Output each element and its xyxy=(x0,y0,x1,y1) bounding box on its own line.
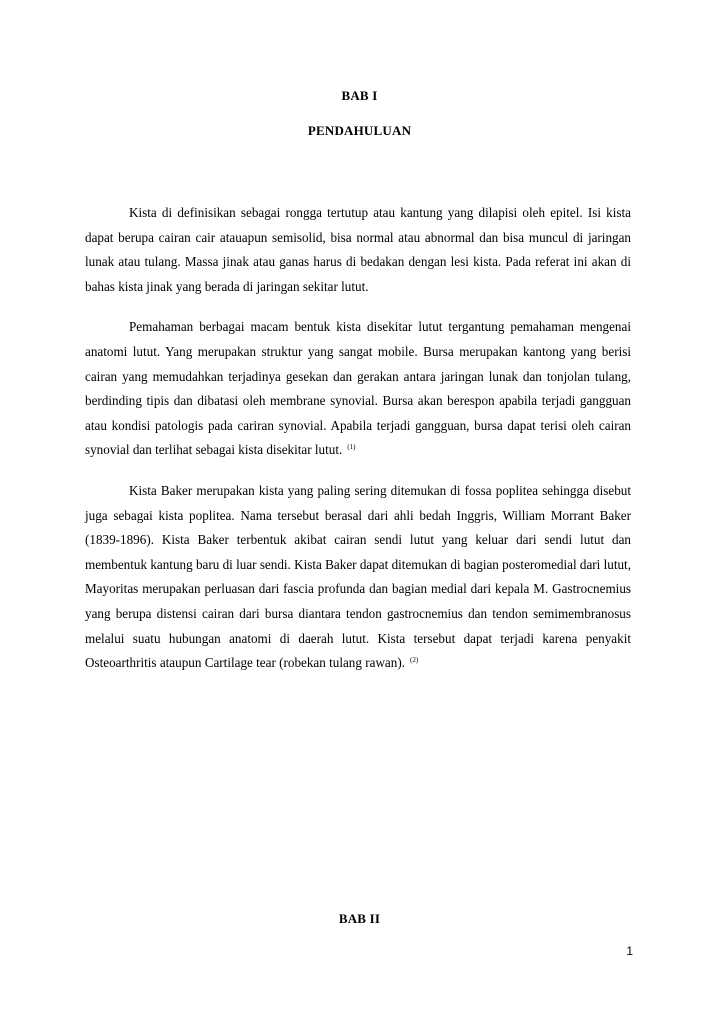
citation-2: (2) xyxy=(410,656,419,665)
citation-1: (1) xyxy=(347,443,356,452)
chapter-2-heading: BAB II xyxy=(338,911,381,926)
paragraph-3-text: Kista Baker merupakan kista yang paling sering ditemukan di fossa poplitea sehingga disebut juga sebagai kista poplitea. Nama tersebut berasal dari ahli bedah Inggris, William Morrant Baker (1839-1896). Kista Baker terbentuk akibat cairan sendi lutut yang keluar dari sendi lutut dan membentuk kantung baru di luar sendi. Kista Baker dapat ditemukan di bagian posteromedial dari lutut, Mayoritas merupakan perluasan dari fascia profunda dan bagian medial dari kepala M. Gastrocnemius yang berupa distensi cairan dari bursa diantara tendon gastrocnemius dan tendon semimembranosus melalui suatu hubungan anatomi di daerah lutut. Kista tersebut dapat terjadi karena penyakit Osteoarthritis ataupun Cartilage tear (robekan tulang rawan). xyxy=(85,482,631,671)
paragraph-3 xyxy=(85,479,631,676)
chapter-1-title: PENDAHULUAN xyxy=(307,123,412,138)
page-number: 1 xyxy=(626,944,633,958)
paragraph-2 xyxy=(85,315,631,463)
body-text xyxy=(85,201,631,692)
paragraph-2-text: Pemahaman berbagai macam bentuk kista disekitar lutut tergantung pemahaman mengenai anatomi lutut. Yang merupakan struktur yang sangat mobile. Bursa merupakan kantong yang berisi cairan yang memudahkan terjadinya gesekan dan gerakan antara jaringan lunak dan tonjolan tulang, berdinding tipis dan dibatasi oleh membrane synovial. Bursa akan berespon apabila terjadi gangguan atau kondisi patologis pada cariran synovial. Apabila terjadi gangguan, bursa dapat terisi oleh cairan synovial dan terlihat sebagai kista disekitar lutut. xyxy=(85,319,631,458)
paragraph-1-text: Kista di definisikan sebagai rongga tertutup atau kantung yang dilapisi oleh epitel. Isi kista dapat berupa cairan cair atauapun semisolid, bisa normal atau abnormal dan bisa muncul di jaringan lunak atau tulang. Massa jinak atau ganas harus di bedakan dengan lesi kista. Pada referat ini akan di bahas kista jinak yang berada di jaringan sekitar lutut. xyxy=(85,205,631,294)
paragraph-1 xyxy=(85,201,631,299)
chapter-1-heading: BAB I xyxy=(341,88,378,103)
